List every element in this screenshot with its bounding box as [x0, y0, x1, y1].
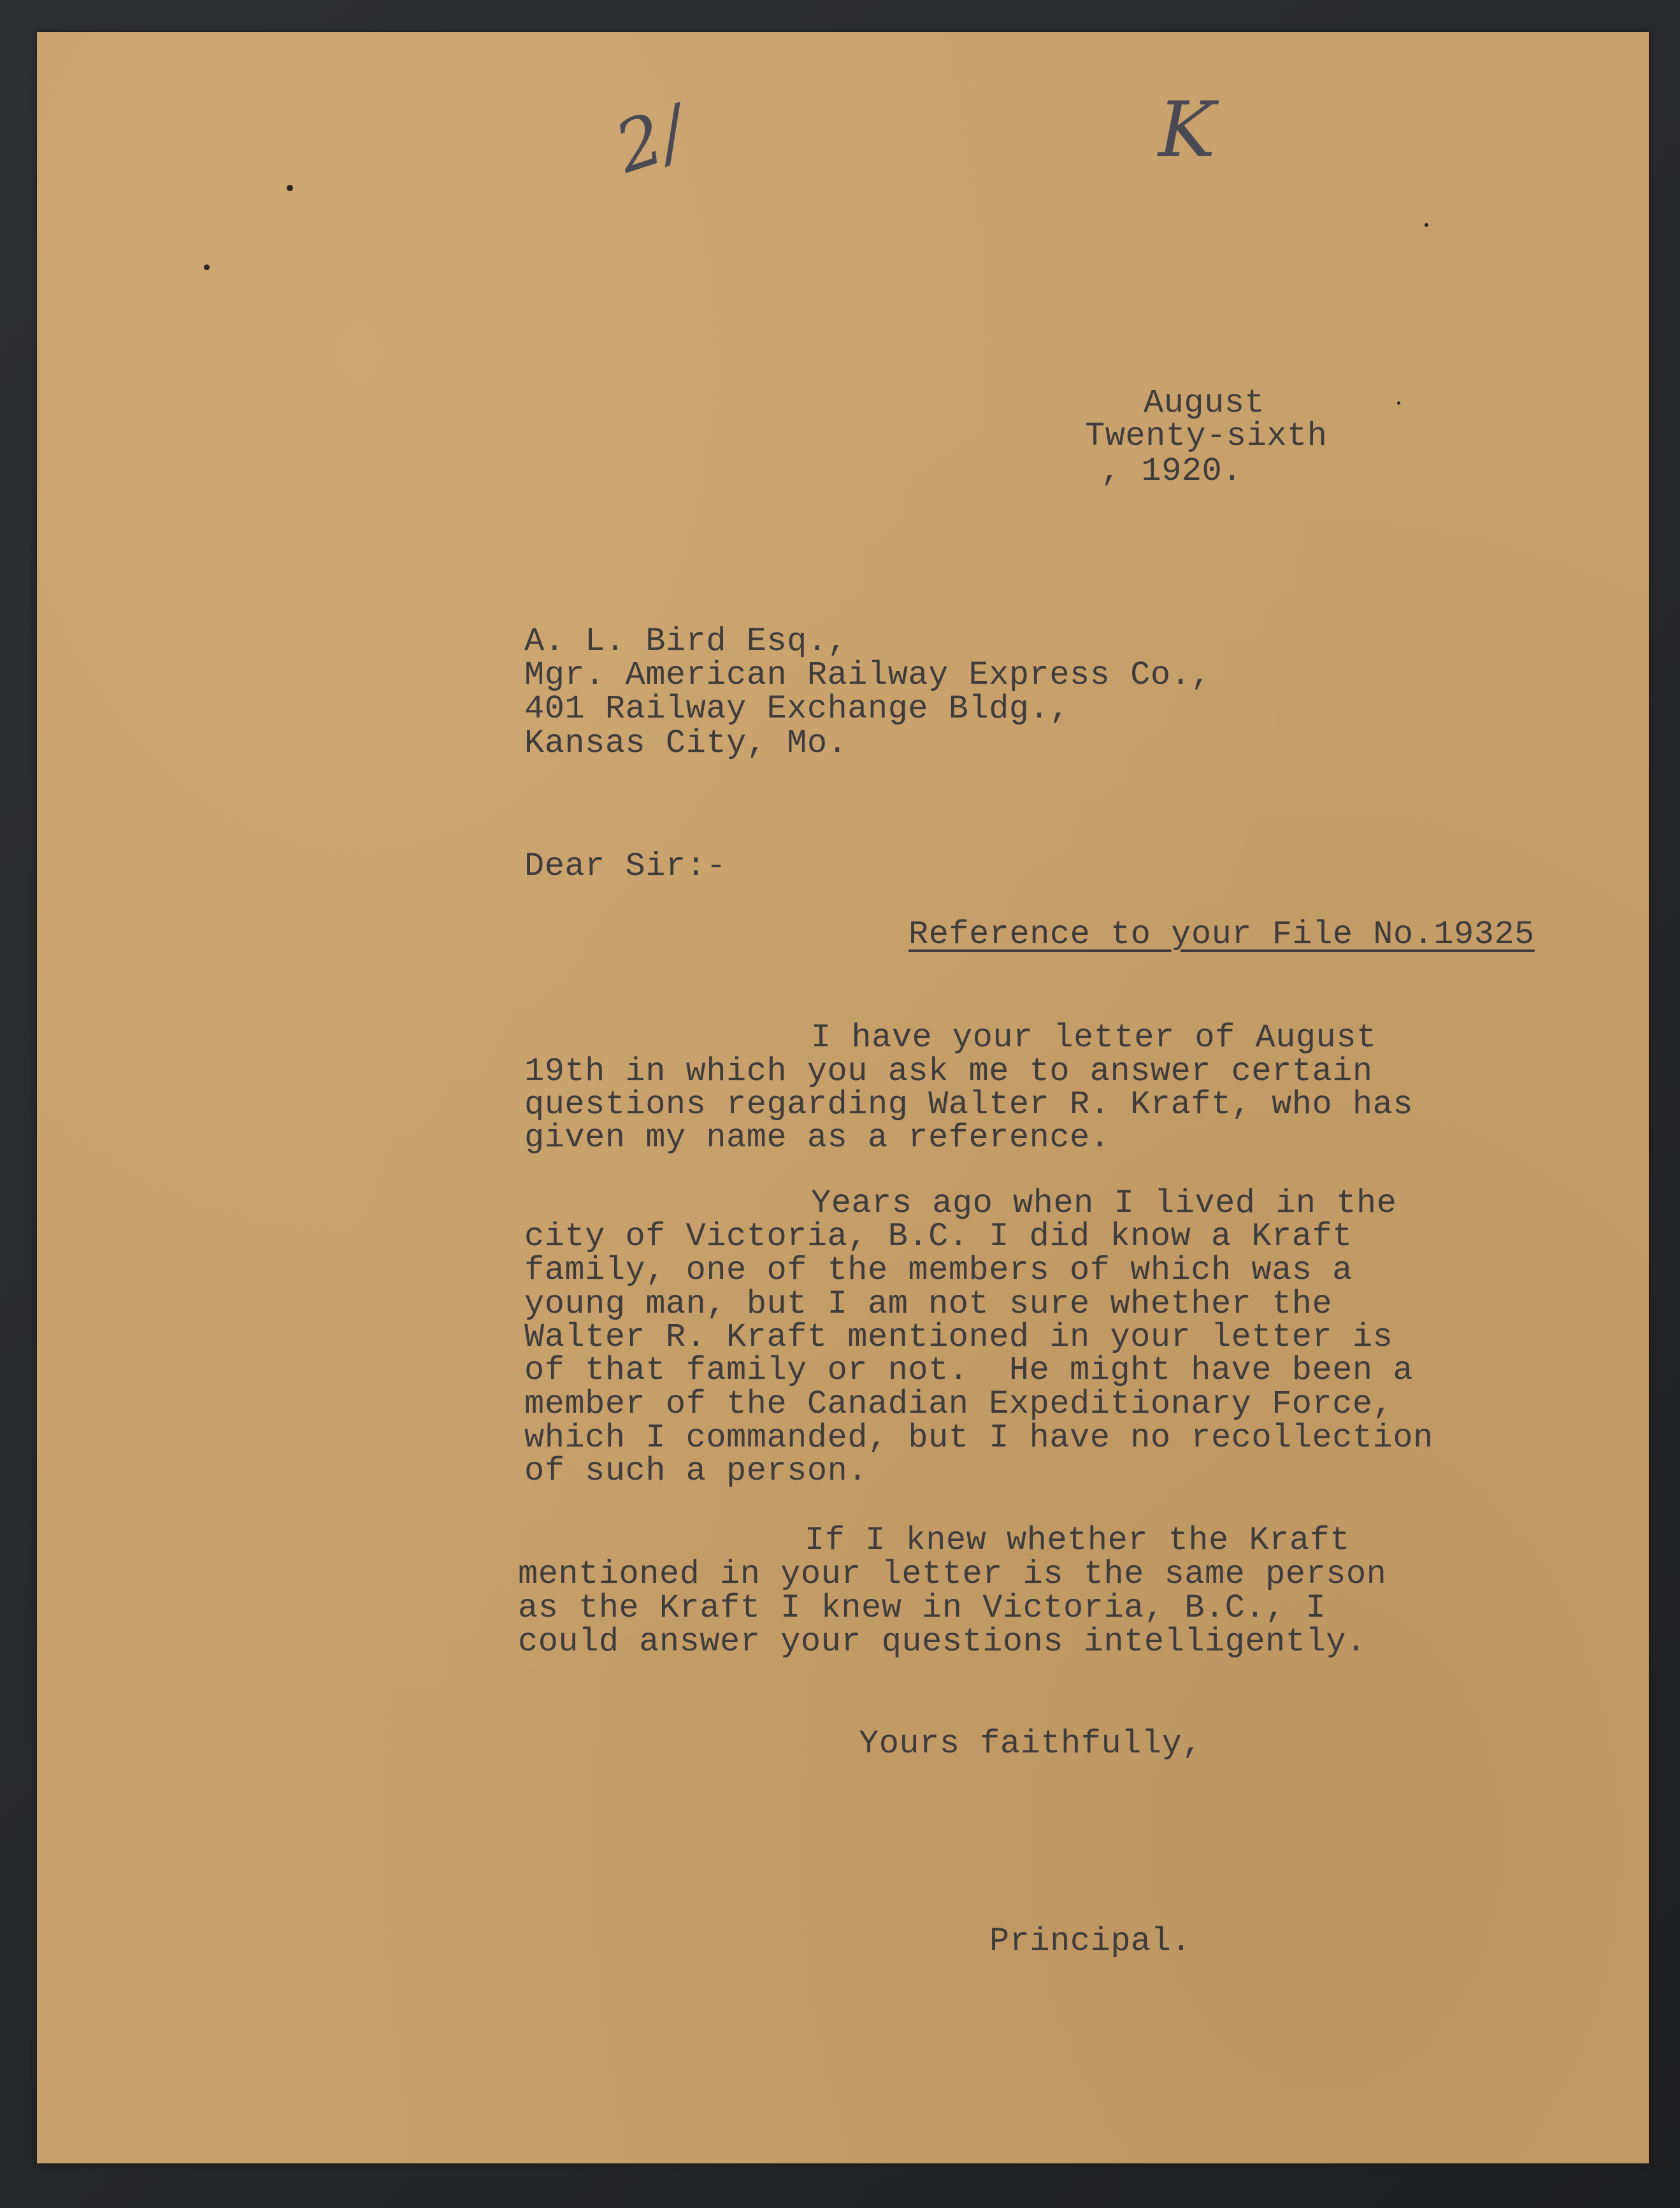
salutation: Dear Sir:-: [524, 848, 727, 885]
paragraph-line: could answer your questions intelligently.: [518, 1623, 1367, 1661]
paragraph-line: 19th in which you ask me to answer certain: [524, 1053, 1373, 1090]
letter-page: [37, 32, 1649, 2163]
closing: Yours faithfully,: [859, 1725, 1202, 1763]
paper-speck: [287, 185, 293, 191]
paragraph-line: which I commanded, but I have no recollection: [524, 1419, 1433, 1457]
paper-speck: [1397, 401, 1400, 405]
recipient-city: Kansas City, Mo.: [524, 725, 848, 762]
paragraph-line: I have your letter of August: [811, 1019, 1377, 1057]
recipient-company: Mgr. American Railway Express Co.,: [524, 656, 1211, 694]
paragraph-line: member of the Canadian Expeditionary Force,: [524, 1385, 1393, 1423]
paragraph-line: given my name as a reference.: [524, 1119, 1110, 1157]
handwritten-mark-right: K: [1158, 86, 1216, 175]
recipient-name: A. L. Bird Esq.,: [524, 623, 848, 660]
paragraph-line: young man, but I am not sure whether the: [524, 1285, 1333, 1323]
paper-speck: [204, 264, 210, 270]
paragraph-line: mentioned in your letter is the same person: [518, 1555, 1387, 1593]
paragraph-line: Walter R. Kraft mentioned in your letter is: [524, 1318, 1393, 1356]
reference-line: Reference to your File No.19325: [908, 916, 1535, 953]
date-day: Twenty-sixth: [1085, 417, 1328, 455]
date-year: , 1920.: [1101, 452, 1242, 490]
paragraph-line: Years ago when I lived in the: [811, 1185, 1397, 1222]
date-month: August: [1144, 384, 1265, 422]
paragraph-line: of such a person.: [524, 1452, 868, 1490]
paragraph-line: city of Victoria, B.C. I did know a Kraft: [524, 1218, 1353, 1255]
paragraph-line: as the Kraft I knew in Victoria, B.C., I: [518, 1589, 1326, 1627]
signature-title: Principal.: [989, 1923, 1192, 1960]
paragraph-line: family, one of the members of which was a: [524, 1252, 1353, 1289]
recipient-street: 401 Railway Exchange Bldg.,: [524, 690, 1070, 728]
handwritten-mark-left: 2/: [605, 90, 696, 189]
paragraph-line: If I knew whether the Kraft: [805, 1522, 1351, 1559]
paragraph-line: of that family or not. He might have been a: [524, 1352, 1414, 1389]
paper-speck: [1425, 223, 1428, 227]
paragraph-line: questions regarding Walter R. Kraft, who has: [524, 1086, 1414, 1123]
